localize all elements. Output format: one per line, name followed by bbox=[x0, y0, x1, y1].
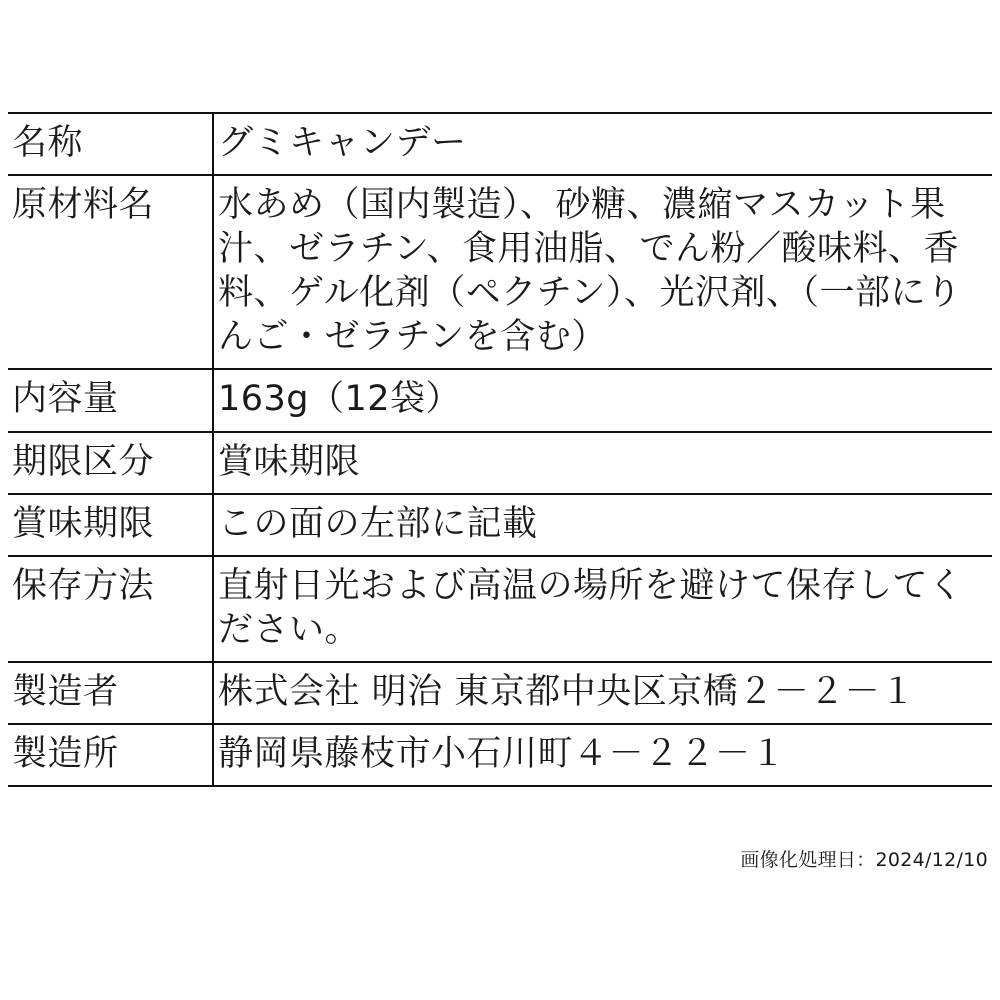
row-value-ingredients bbox=[213, 175, 992, 369]
table-row bbox=[8, 369, 992, 431]
row-value-storage bbox=[213, 556, 992, 662]
row-label-manufacturer: 製造者 bbox=[8, 662, 213, 724]
row-label-expiry-type: 期限区分 bbox=[8, 432, 213, 494]
row-value-text: この面の左部に記載 bbox=[218, 503, 538, 544]
table-row bbox=[8, 113, 992, 175]
row-value-manufacturer bbox=[213, 662, 992, 724]
row-value-text: 直射日光および高温の場所を避けて保存してください。 bbox=[218, 565, 964, 650]
image-processing-date-note: 画像化処理日：2024/12/10 bbox=[740, 849, 988, 871]
table-row bbox=[8, 662, 992, 724]
row-label-name: 名称 bbox=[8, 113, 213, 175]
product-label-table bbox=[8, 112, 992, 787]
row-value-text: 株式会社 明治 東京都中央区京橋２－２－１ bbox=[218, 671, 916, 712]
table-row bbox=[8, 556, 992, 662]
row-label-storage: 保存方法 bbox=[8, 556, 213, 662]
row-label-factory: 製造所 bbox=[8, 724, 213, 786]
row-label-netweight: 内容量 bbox=[8, 369, 213, 431]
table-row bbox=[8, 724, 992, 786]
row-value-best-before bbox=[213, 494, 992, 556]
row-value-expiry-type bbox=[213, 432, 992, 494]
row-label-ingredients: 原材料名 bbox=[8, 175, 213, 369]
row-value-text: 静岡県藤枝市小石川町４－２２－１ bbox=[218, 734, 787, 775]
row-label-best-before: 賞味期限 bbox=[8, 494, 213, 556]
row-value-netweight bbox=[213, 369, 992, 431]
row-value-name bbox=[213, 113, 992, 175]
row-value-text: 水あめ（国内製造）、砂糖、濃縮マスカット果汁、ゼラチン、食用油脂、でん粉／酸味料、香料、ゲル化剤（ペクチン）、光沢剤、（一部にりんご・ゼラチンを含む） bbox=[218, 185, 962, 358]
table-row bbox=[8, 494, 992, 556]
row-value-text: 163g（12袋） bbox=[218, 379, 462, 420]
row-value-factory bbox=[213, 724, 992, 786]
row-value-text: 賞味期限 bbox=[218, 441, 361, 482]
nutrition-label-table-wrapper bbox=[8, 112, 992, 787]
table-row bbox=[8, 175, 992, 369]
row-value-text: グミキャンデー bbox=[218, 123, 467, 163]
table-row bbox=[8, 432, 992, 494]
